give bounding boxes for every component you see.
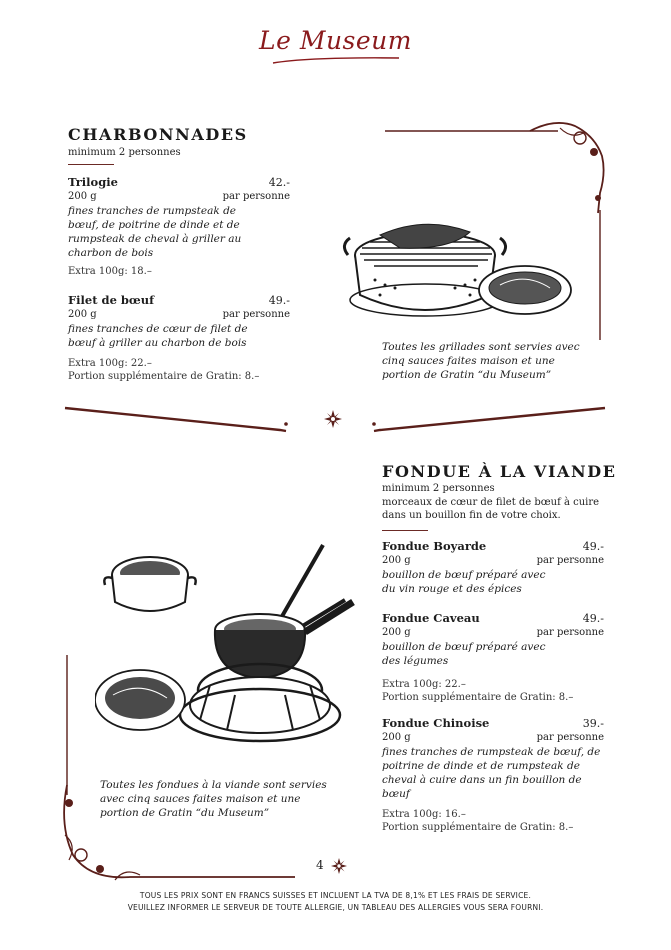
item-extra-gratin: Portion supplémentaire de Gratin: 8.– [382,692,574,703]
footer [0,890,671,914]
corner-ornament-bottom-left [55,655,300,890]
item-description: fines tranches de rumpsteak de bœuf, de poitrine de dinde et de rumpsteak de cheval à griller au charbon de bois [68,205,242,259]
item-price: 49.- [268,294,290,307]
menu-item-fondue-caveau [382,611,604,704]
logo-text: Le Museum [259,26,412,55]
fondue-rule [382,530,428,531]
menu-item-filet-de-boeuf [68,293,290,383]
item-description: fines tranches de rumpsteak de bœuf, de poitrine de dinde et de rumpsteak de cheval à cuire dans un fin bouillon de bœuf [382,746,601,800]
grill-illustration [340,160,580,330]
fondue-intro: morceaux de cœur de filet de bœuf à cuire dans un bouillon fin de votre choix. [382,497,600,521]
menu-item-trilogie [68,175,290,278]
page-number: 4 [316,858,324,872]
item-unit: par personne [536,555,604,566]
item-unit: par personne [536,732,604,743]
item-extra: Extra 100g: 18.– [68,266,152,277]
menu-item-fondue-chinoise [382,716,604,834]
item-extra: Extra 100g: 22.– [382,679,466,690]
fondue-subtitle: minimum 2 personnes [382,483,495,494]
item-weight: 200 g [382,627,411,638]
item-unit: par personne [222,191,290,202]
item-price: 49.- [582,612,604,625]
item-name: Fondue Chinoise [382,716,490,730]
item-weight: 200 g [382,555,411,566]
footer-prices-note: TOUS LES PRIX SONT EN FRANCS SUISSES ET INCLUENT LA TVA DE 8,1% ET LES FRAIS DE SERVICE. [139,891,532,900]
fondue-title: FONDUE À LA VIANDE [382,462,617,481]
item-extra: Extra 100g: 22.– [68,358,152,369]
charbonnades-rule [68,164,114,165]
right-border-line [596,210,606,350]
item-name: Fondue Caveau [382,611,480,625]
footer-allergy-note: VEUILLEZ INFORMER LE SERVEUR DE TOUTE ALLERGIE, UN TABLEAU DES ALLERGIES VOUS SERA FOURNI. [127,903,544,912]
item-weight: 200 g [382,732,411,743]
item-name: Fondue Boyarde [382,539,487,553]
item-price: 42.- [268,176,290,189]
menu-item-fondue-boyarde [382,539,604,596]
charbonnades-subtitle: minimum 2 personnes [68,147,181,158]
item-weight: 200 g [68,191,97,202]
item-description: bouillon de bœuf préparé avec du vin rouge et des épices [382,569,546,595]
item-name: Filet de bœuf [68,293,155,307]
logo-swash [271,55,401,67]
item-weight: 200 g [68,309,97,320]
logo [0,26,671,67]
flower-ornament-icon [330,857,348,875]
item-unit: par personne [536,627,604,638]
item-unit: par personne [222,309,290,320]
item-price: 49.- [582,540,604,553]
charbonnades-title: CHARBONNADES [68,125,248,144]
item-description: fines tranches de cœur de filet de bœuf à griller au charbon de bois [68,323,248,349]
fondue-caption: Toutes les fondues à la viande sont servies avec cinq sauces faites maison et une portion de Gratin “du Museum” [100,779,327,819]
flower-ornament-icon [322,408,344,430]
item-extra: Extra 100g: 16.– [382,809,466,820]
charbonnades-caption: Toutes les grillades sont servies avec cinq sauces faites maison et une portion de Gratin “du Museum” [382,341,580,381]
item-extra-gratin: Portion supplémentaire de Gratin: 8.– [68,371,260,382]
item-description: bouillon de bœuf préparé avec des légumes [382,641,546,667]
item-name: Trilogie [68,175,118,189]
item-price: 39.- [582,717,604,730]
item-extra-gratin: Portion supplémentaire de Gratin: 8.– [382,822,574,833]
